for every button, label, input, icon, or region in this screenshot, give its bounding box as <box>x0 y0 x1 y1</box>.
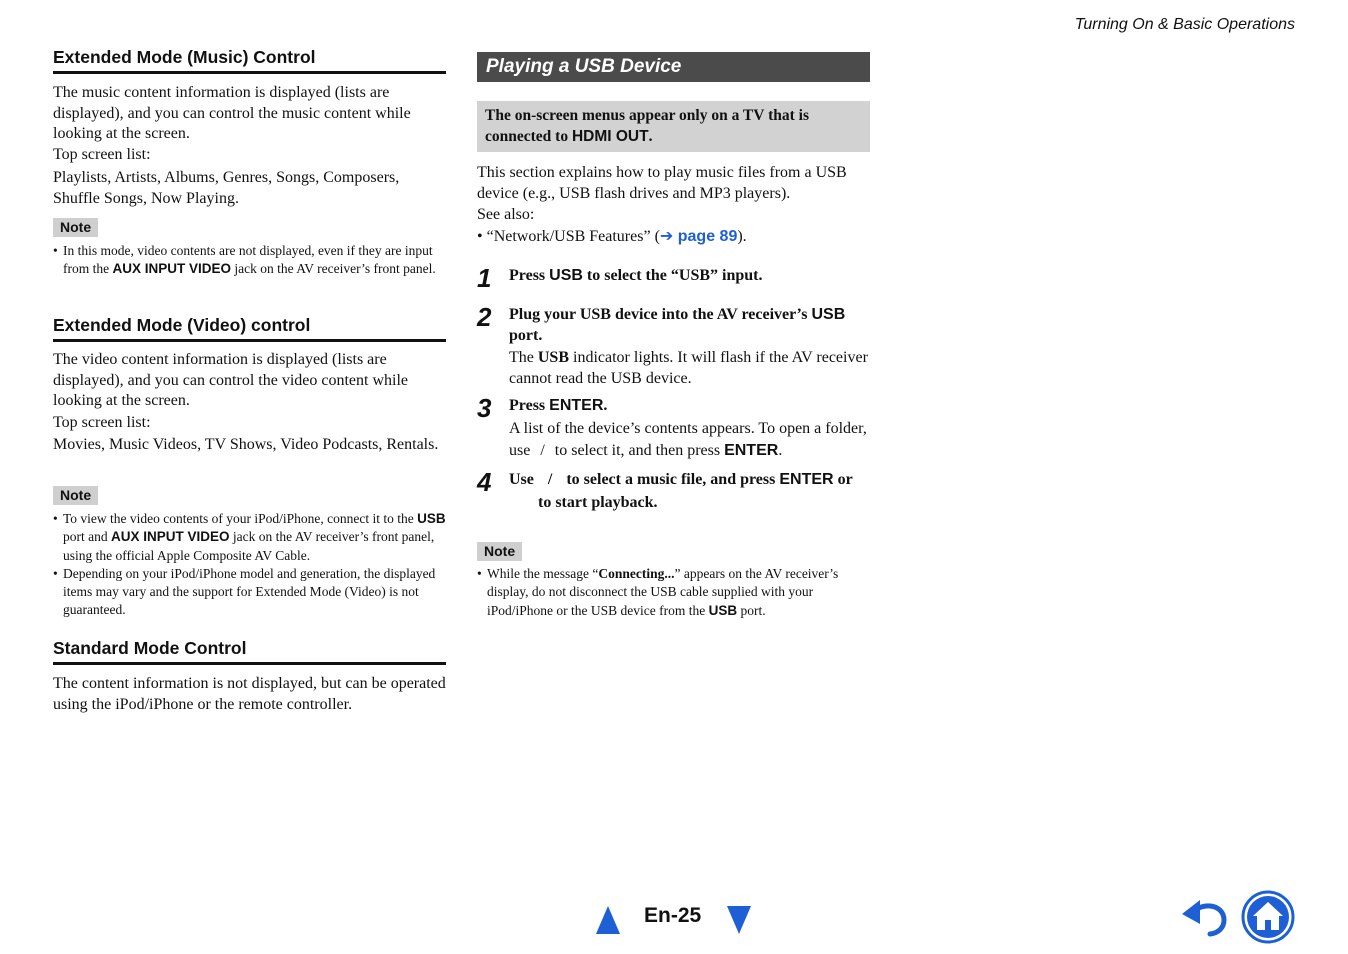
note-badge: Note <box>477 542 522 561</box>
page-number: En-25 <box>644 904 702 927</box>
music-paragraph-1: The music content information is displayed (lists are displayed), and you can control the music content while looking at the screen. <box>53 84 411 142</box>
step-number: 2 <box>477 302 492 332</box>
video-paragraph-2: Top screen list: <box>53 414 151 431</box>
see-also-label: See also: <box>477 206 535 223</box>
usb-note-list <box>477 565 870 620</box>
heading-music-control: Extended Mode (Music) Control <box>53 47 446 74</box>
music-paragraph-3: Playlists, Artists, Albums, Genres, Songs, Composers, Shuffle Songs, Now Playing. <box>53 169 400 207</box>
video-note-list <box>53 510 446 620</box>
triangle-up-icon[interactable] <box>596 906 620 934</box>
triangle-down-icon[interactable] <box>727 906 751 934</box>
section-title-bar: Playing a USB Device <box>477 52 870 82</box>
note-badge: Note <box>53 486 98 505</box>
arrow-right-icon: ➔ <box>659 228 674 245</box>
step-number: 4 <box>477 467 492 497</box>
step-1-title: Press USB to select the “USB” input. <box>509 267 763 284</box>
step-4-title: Use / to select a music file, and press ENTER or <box>509 471 853 488</box>
music-note-list <box>53 242 446 279</box>
arrow-keys-icon: / <box>540 442 545 459</box>
music-note <box>53 218 98 237</box>
step-3-detail: A list of the device’s contents appears. To open a folder, use / to select it, and then press ENTER. <box>509 420 867 459</box>
tv-menu-notice: The on-screen menus appear only on a TV that is connected to HDMI OUT. <box>477 101 870 152</box>
back-arrow-icon[interactable] <box>1180 896 1230 938</box>
home-icon[interactable] <box>1241 890 1295 944</box>
step-4-title-continued: to start playback. <box>538 494 658 511</box>
usb-note <box>477 542 522 561</box>
step-2-title: Plug your USB device into the AV receiver’s USB port. <box>509 306 846 344</box>
video-paragraph-3: Movies, Music Videos, TV Shows, Video Podcasts, Rentals. <box>53 436 439 453</box>
step-number: 3 <box>477 393 492 423</box>
step-number: 1 <box>477 263 492 293</box>
list-item: • To view the video contents of your iPod/iPhone, connect it to the USB port and AUX INPUT VIDEO jack on the AV receiver’s front panel, using the official Apple Composite AV Cable. <box>53 510 446 565</box>
note-badge: Note <box>53 218 98 237</box>
intro-paragraph: This section explains how to play music files from a USB device (e.g., USB flash drives and MP3 players). <box>477 164 847 202</box>
standard-paragraph-1: The content information is not displayed, but can be operated using the iPod/iPhone or the remote controller. <box>53 675 446 713</box>
heading-video-control: Extended Mode (Video) control <box>53 315 446 342</box>
list-item: • While the message “Connecting...” appears on the AV receiver’s display, do not disconnect the USB cable supplied with your iPod/iPhone or the USB device from the USB port. <box>477 565 870 620</box>
page-89-link[interactable]: ➔ page 89 <box>659 228 738 245</box>
step-3-title: Press ENTER. <box>509 397 608 414</box>
music-paragraph-2: Top screen list: <box>53 146 151 163</box>
see-also-reference: • “Network/USB Features” (➔ page 89). <box>477 228 747 245</box>
video-note <box>53 486 98 505</box>
step-2-detail: The USB indicator lights. It will flash if the AV receiver cannot read the USB device. <box>509 349 868 387</box>
arrow-keys-icon: / <box>547 471 553 488</box>
running-header: Turning On & Basic Operations <box>1074 16 1295 33</box>
video-paragraph-1: The video content information is displayed (lists are displayed), and you can control the video content while looking at the screen. <box>53 351 409 409</box>
list-item: • Depending on your iPod/iPhone model and generation, the displayed items may vary and the support for Extended Mode (Video) is not guaranteed. <box>53 565 446 620</box>
heading-standard-control: Standard Mode Control <box>53 638 446 665</box>
list-item: • In this mode, video contents are not displayed, even if they are input from the AUX INPUT VIDEO jack on the AV receiver’s front panel. <box>53 242 446 279</box>
